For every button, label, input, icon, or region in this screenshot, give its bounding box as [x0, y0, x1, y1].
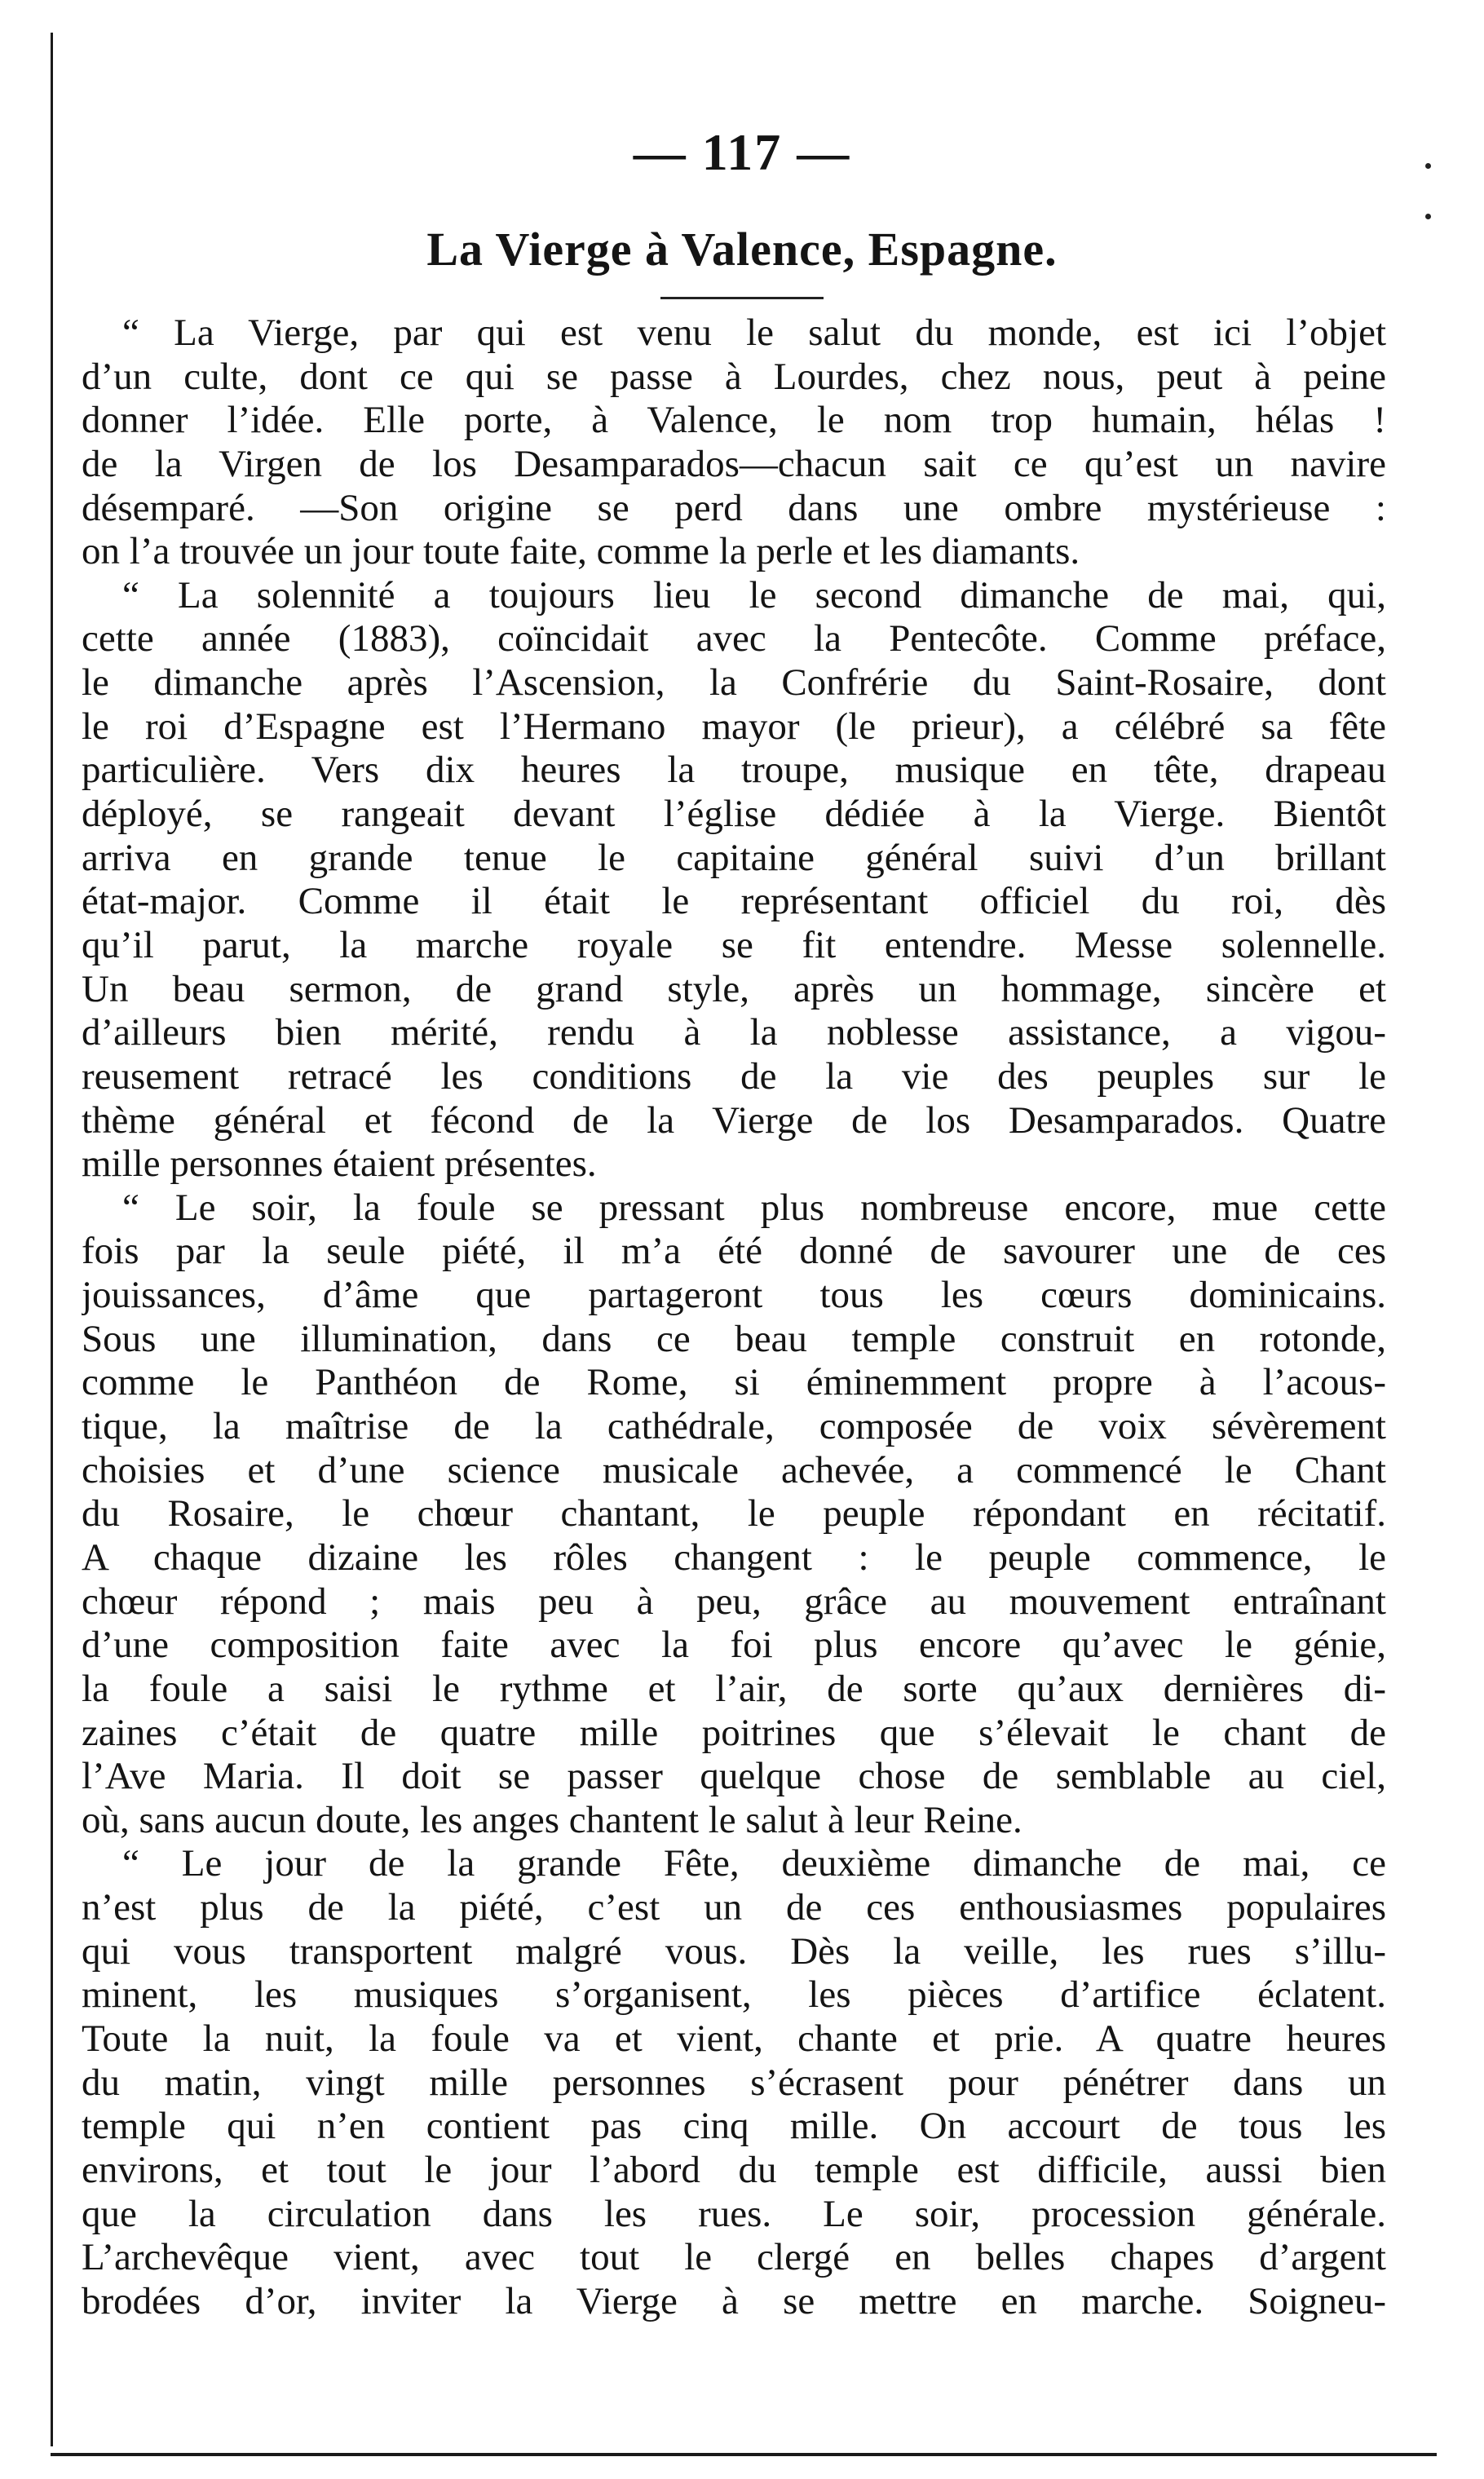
ink-speck [1425, 214, 1431, 219]
page-bottom-edge [51, 2453, 1437, 2456]
text-line: L’archevêque vient, avec tout le clergé en belles chapes d’argent [82, 2236, 1386, 2279]
text-line: du Rosaire, le chœur chantant, le peuple répondant en récitatif. [82, 1492, 1386, 1536]
text-line: du matin, vingt mille personnes s’écrasent pour pénétrer dans un [82, 2061, 1386, 2104]
text-line: donner l’idée. Elle porte, à Valence, le nom trop humain, hélas ! [82, 399, 1386, 442]
text-line: le roi d’Espagne est l’Hermano mayor (le prieur), a célébré sa fête [82, 705, 1386, 748]
text-line: Toute la nuit, la foule va et vient, chante et prie. A quatre heures [82, 2017, 1386, 2060]
text-line: jouissances, d’âme que partageront tous les cœurs dominicains. [82, 1274, 1386, 1317]
text-line: zaines c’était de quatre mille poitrines que s’élevait le chant de [82, 1711, 1386, 1754]
text-line: comme le Panthéon de Rome, si éminemment propre à l’acous- [82, 1361, 1386, 1404]
text-line: temple qui n’en contient pas cinq mille. On accourt de tous les [82, 2105, 1386, 2148]
text-line: particulière. Vers dix heures la troupe, musique en tête, drapeau [82, 749, 1386, 792]
text-line: d’un culte, dont ce qui se passe à Lourdes, chez nous, peut à peine [82, 355, 1386, 398]
text-line: choisies et d’une science musicale achevée, a commencé le Chant [82, 1448, 1386, 1491]
text-line: déployé, se rangeait devant l’église dédiée à la Vierge. Bientôt [82, 793, 1386, 836]
text-line: A chaque dizaine les rôles changent : le peuple commence, le [82, 1536, 1386, 1579]
text-line: on l’a trouvée un jour toute faite, comme la perle et les diamants. [82, 530, 1080, 573]
text-line: Un beau sermon, de grand style, après un hommage, sincère et [82, 967, 1386, 1010]
text-line: environs, et tout le jour l’abord du temple est difficile, aussi bien [82, 2148, 1386, 2191]
text-line: d’ailleurs bien mérité, rendu à la noblesse assistance, a vigou- [82, 1011, 1386, 1054]
text-line: Sous une illumination, dans ce beau temple construit en rotonde, [82, 1317, 1386, 1360]
text-line: désemparé. —Son origine se perd dans une ombre mystérieuse : [82, 486, 1386, 529]
text-line: qui vous transportent malgré vous. Dès la veille, les rues s’illu- [82, 1929, 1386, 1973]
text-line: d’une composition faite avec la foi plus encore qu’avec le génie, [82, 1624, 1386, 1667]
text-line: qu’il parut, la marche royale se fit entendre. Messe solennelle. [82, 923, 1386, 966]
text-line: que la circulation dans les rues. Le soir, procession générale. [82, 2192, 1386, 2235]
text-line: l’Ave Maria. Il doit se passer quelque chose de semblable au ciel, [82, 1755, 1386, 1798]
page-number: — 117 — [633, 123, 851, 181]
text-line: état-major. Comme il était le représentant officiel du roi, dès [82, 880, 1386, 923]
text-line: de la Virgen de los Desamparados—chacun sait ce qu’est un navire [82, 442, 1386, 485]
text-line: chœur répond ; mais peu à peu, grâce au mouvement entraînant [82, 1580, 1386, 1623]
text-line: la foule a saisi le rythme et l’air, de sorte qu’aux dernières di- [82, 1667, 1386, 1710]
text-line: thème général et fécond de la Vierge de los Desamparados. Quatre [82, 1098, 1386, 1142]
text-line: “ Le jour de la grande Fête, deuxième dimanche de mai, ce [122, 1842, 1386, 1885]
title-rule [660, 297, 824, 299]
chapter-title: La Vierge à Valence, Espagne. [426, 223, 1058, 276]
text-line: “ La solennité a toujours lieu le second dimanche de mai, qui, [122, 573, 1386, 616]
text-line: n’est plus de la piété, c’est un de ces enthousiasmes populaires [82, 1886, 1386, 1929]
text-line: minent, les musiques s’organisent, les pièces d’artifice éclatent. [82, 1973, 1386, 2017]
text-line: fois par la seule piété, il m’a été donné de savourer une de ces [82, 1230, 1386, 1273]
text-line: cette année (1883), coïncidait avec la Pentecôte. Comme préface, [82, 617, 1386, 661]
text-line: le dimanche après l’Ascension, la Confrérie du Saint-Rosaire, dont [82, 661, 1386, 705]
text-line: “ La Vierge, par qui est venu le salut du monde, est ici l’objet [122, 312, 1386, 354]
page-binding-edge [51, 33, 53, 2446]
text-line: brodées d’or, inviter la Vierge à se mettre en marche. Soigneu- [82, 2279, 1386, 2322]
text-line: “ Le soir, la foule se pressant plus nombreuse encore, mue cette [122, 1186, 1386, 1229]
text-line: reusement retracé les conditions de la vie des peuples sur le [82, 1054, 1386, 1098]
text-line: tique, la maîtrise de la cathédrale, composée de voix sévèrement [82, 1405, 1386, 1448]
text-line: mille personnes étaient présentes. [82, 1142, 597, 1186]
body-text [82, 312, 1386, 2323]
text-line: où, sans aucun doute, les anges chantent le salut à leur Reine. [82, 1798, 1022, 1841]
text-line: arriva en grande tenue le capitaine général suivi d’un brillant [82, 836, 1386, 879]
